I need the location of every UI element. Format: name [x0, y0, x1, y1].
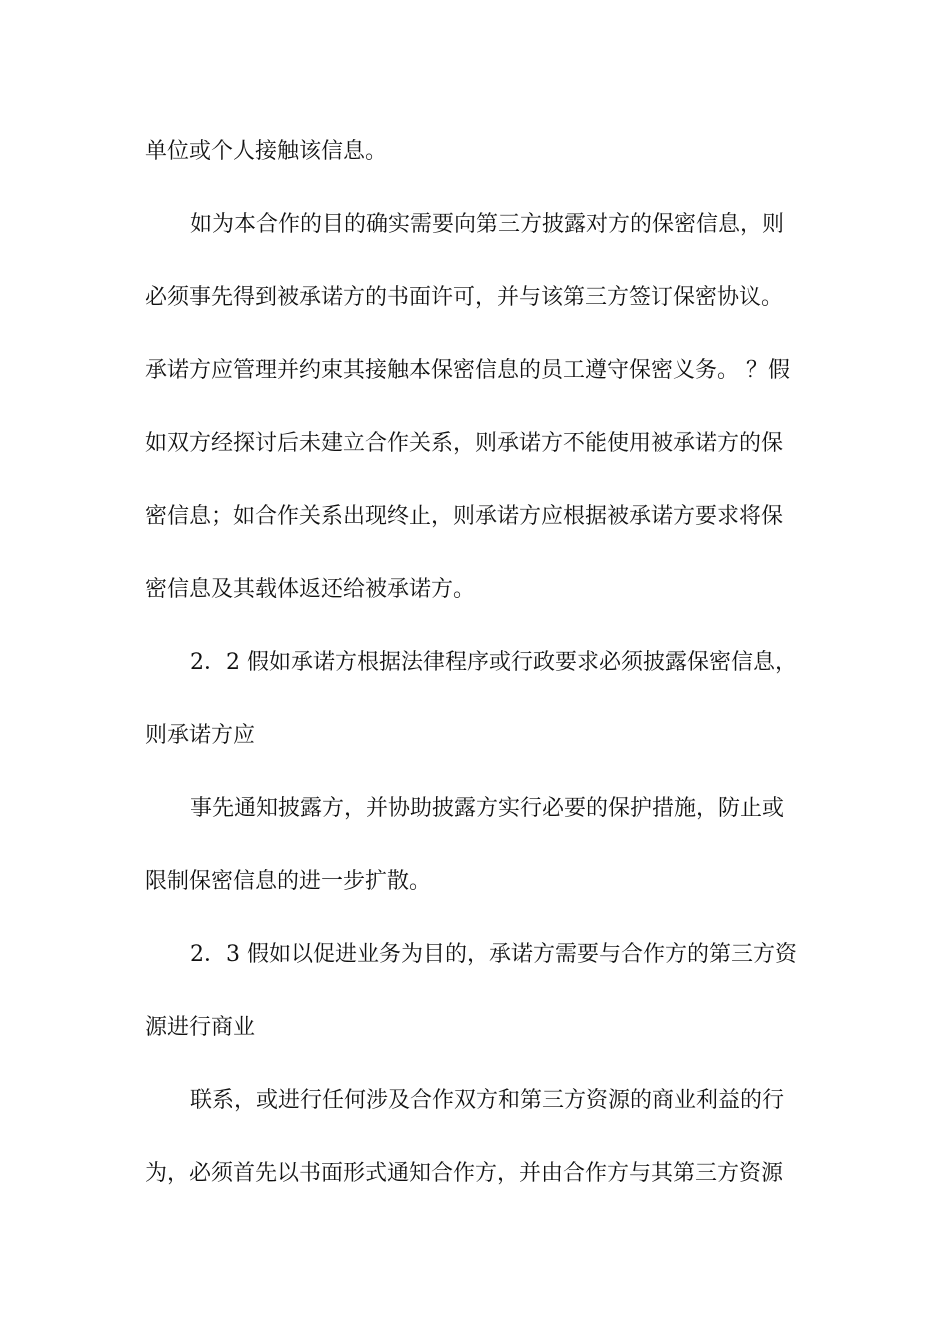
text-line: 单位或个人接触该信息。 — [145, 139, 388, 164]
paragraph-first-line: 联系，或进行任何涉及合作双方和第三方资源的商业利益的行 — [190, 1088, 785, 1113]
paragraph-first-line: 2．2 假如承诺方根据法律程序或行政要求必须披露保密信息， — [190, 650, 797, 675]
paragraph-first-line: 如为本合作的目的确实需要向第三方披露对方的保密信息，则 — [190, 212, 785, 237]
text-line: 则承诺方应 — [145, 723, 256, 748]
text-line: 如双方经探讨后未建立合作关系，则承诺方不能使用被承诺方的保 — [145, 431, 784, 456]
text-line: 为，必须首先以书面形式通知合作方，并由合作方与其第三方资源 — [145, 1161, 784, 1186]
text-line: 源进行商业 — [145, 1015, 256, 1040]
text-line: 必须事先得到被承诺方的书面许可，并与该第三方签订保密协议。 — [145, 285, 784, 310]
text-line: 密信息及其载体返还给被承诺方。 — [145, 577, 476, 602]
text-line: 承诺方应管理并约束其接触本保密信息的员工遵守保密义务。 ？假 — [145, 358, 790, 383]
text-line: 限制保密信息的进一步扩散。 — [145, 869, 432, 894]
paragraph-first-line: 事先通知披露方，并协助披露方实行必要的保护措施，防止或 — [190, 796, 785, 821]
text-line: 密信息；如合作关系出现终止，则承诺方应根据被承诺方要求将保 — [145, 504, 784, 529]
paragraph-first-line: 2．3 假如以促进业务为目的，承诺方需要与合作方的第三方资 — [190, 942, 797, 967]
